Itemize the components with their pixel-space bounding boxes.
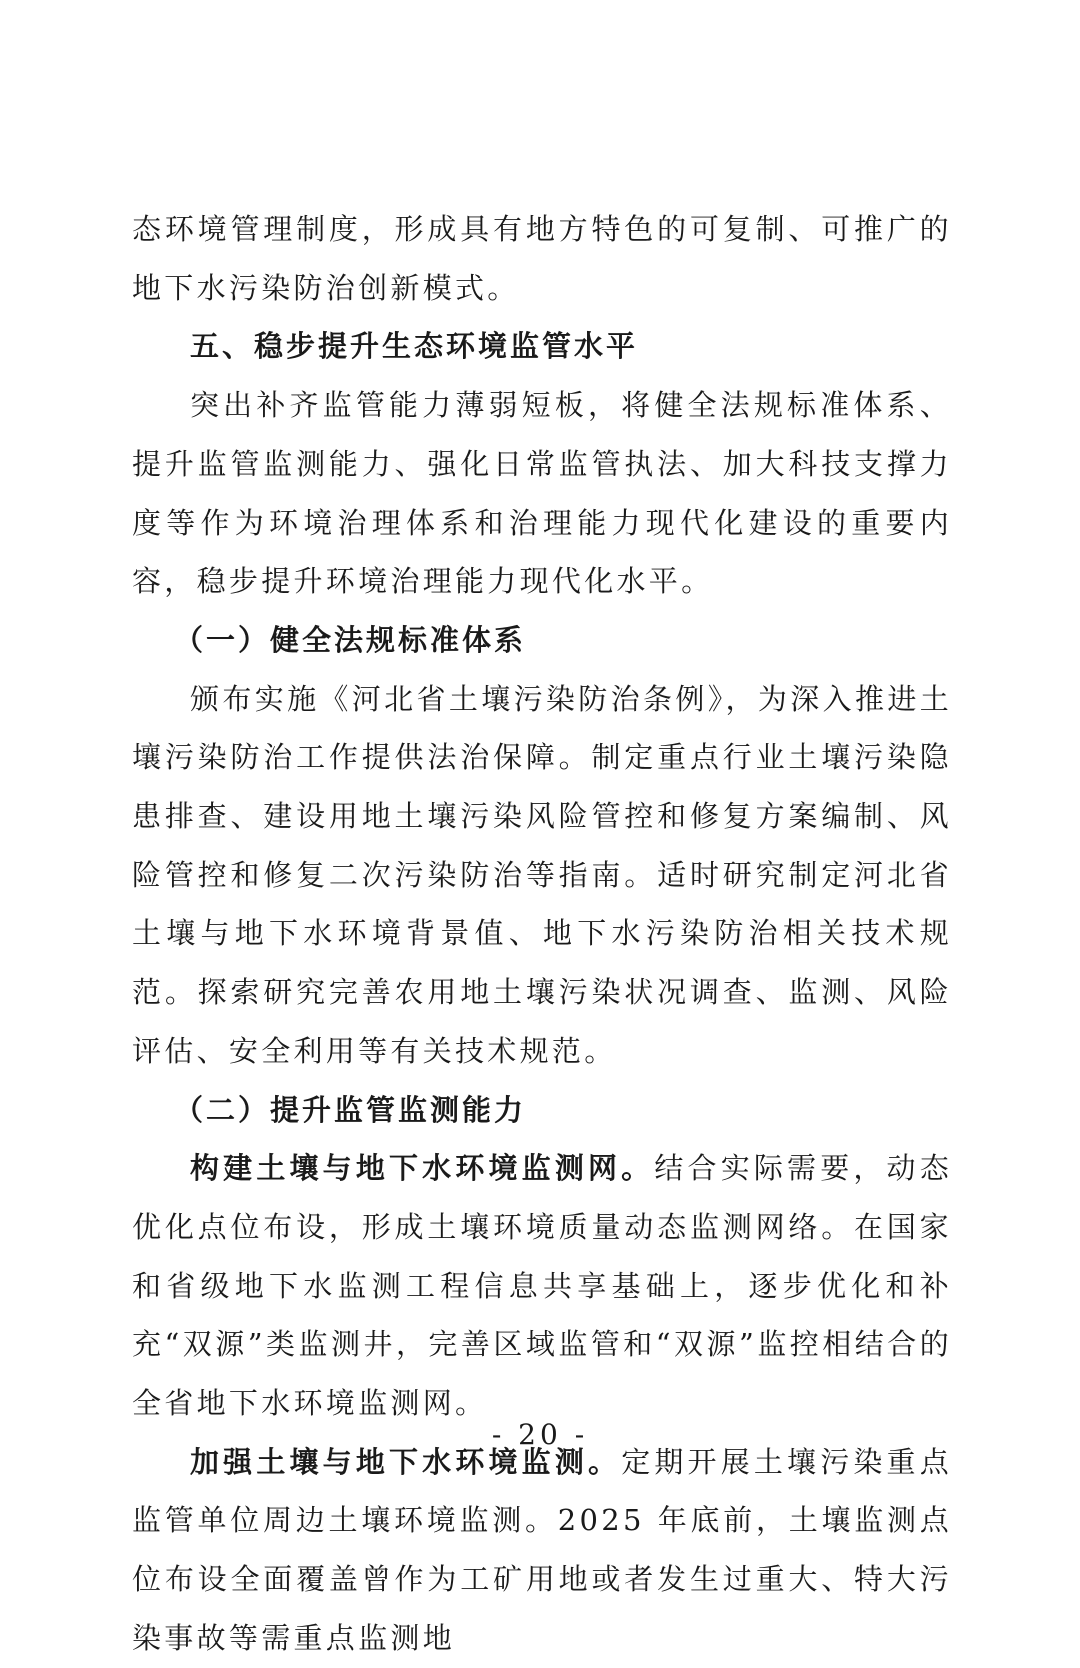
paragraph-section-intro: 突出补齐监管能力薄弱短板，将健全法规标准体系、提升监管监测能力、强化日常监管执法、加大科技支撑力度等作为环境治理体系和治理能力现代化建设的重要内容，稳步提升环境治理能力现代化水平。 (132, 388, 952, 599)
paragraph-strengthen-monitoring (132, 1433, 952, 1668)
subsection-heading-1: （一）健全法规标准体系 (174, 622, 527, 657)
paragraph-regulations: 颁布实施《河北省土壤污染防治条例》，为深入推进土壤污染防治工作提供法治保障。制定重点行业土壤污染隐患排查、建设用地土壤污染风险管控和修复方案编制、风险管控和修复二次污染防治等指南。适时研究制定河北省土壤与地下水环境背景值、地下水污染防治相关技术规范。探索研究完善农用地土壤污染状况调查、监测、风险评估、安全利用等有关技术规范。 (132, 681, 952, 1068)
section-heading: 五、稳步提升生态环境监管水平 (190, 329, 639, 364)
paragraph-lead-monitoring-network: 构建土壤与地下水环境监测网。 (190, 1151, 655, 1186)
paragraph-body-strengthen-monitoring: 定期开展土壤污染重点监管单位周边土壤环境监测。2025 年底前，土壤监测点位布设全面覆盖曾作为工矿用地或者发生过重大、特大污染事故等需重点监测地 (132, 1444, 952, 1655)
page-number: - 20 - (491, 1418, 589, 1451)
paragraph-lead-strengthen-monitoring: 加强土壤与地下水环境监测。 (190, 1444, 622, 1479)
paragraph-monitoring-network (132, 1139, 952, 1433)
paragraph-continuation: 态环境管理制度，形成具有地方特色的可复制、可推广的地下水污染防治创新模式。 (132, 212, 952, 305)
paragraph-body-monitoring-network: 结合实际需要，动态优化点位布设，形成土壤环境质量动态监测网络。在国家和省级地下水监测工程信息共享基础上，逐步优化和补充“双源”类监测井，完善区域监管和“双源”监控相结合的全省地下水环境监测网。 (132, 1151, 953, 1421)
subsection-heading-2: （二）提升监管监测能力 (174, 1092, 527, 1127)
